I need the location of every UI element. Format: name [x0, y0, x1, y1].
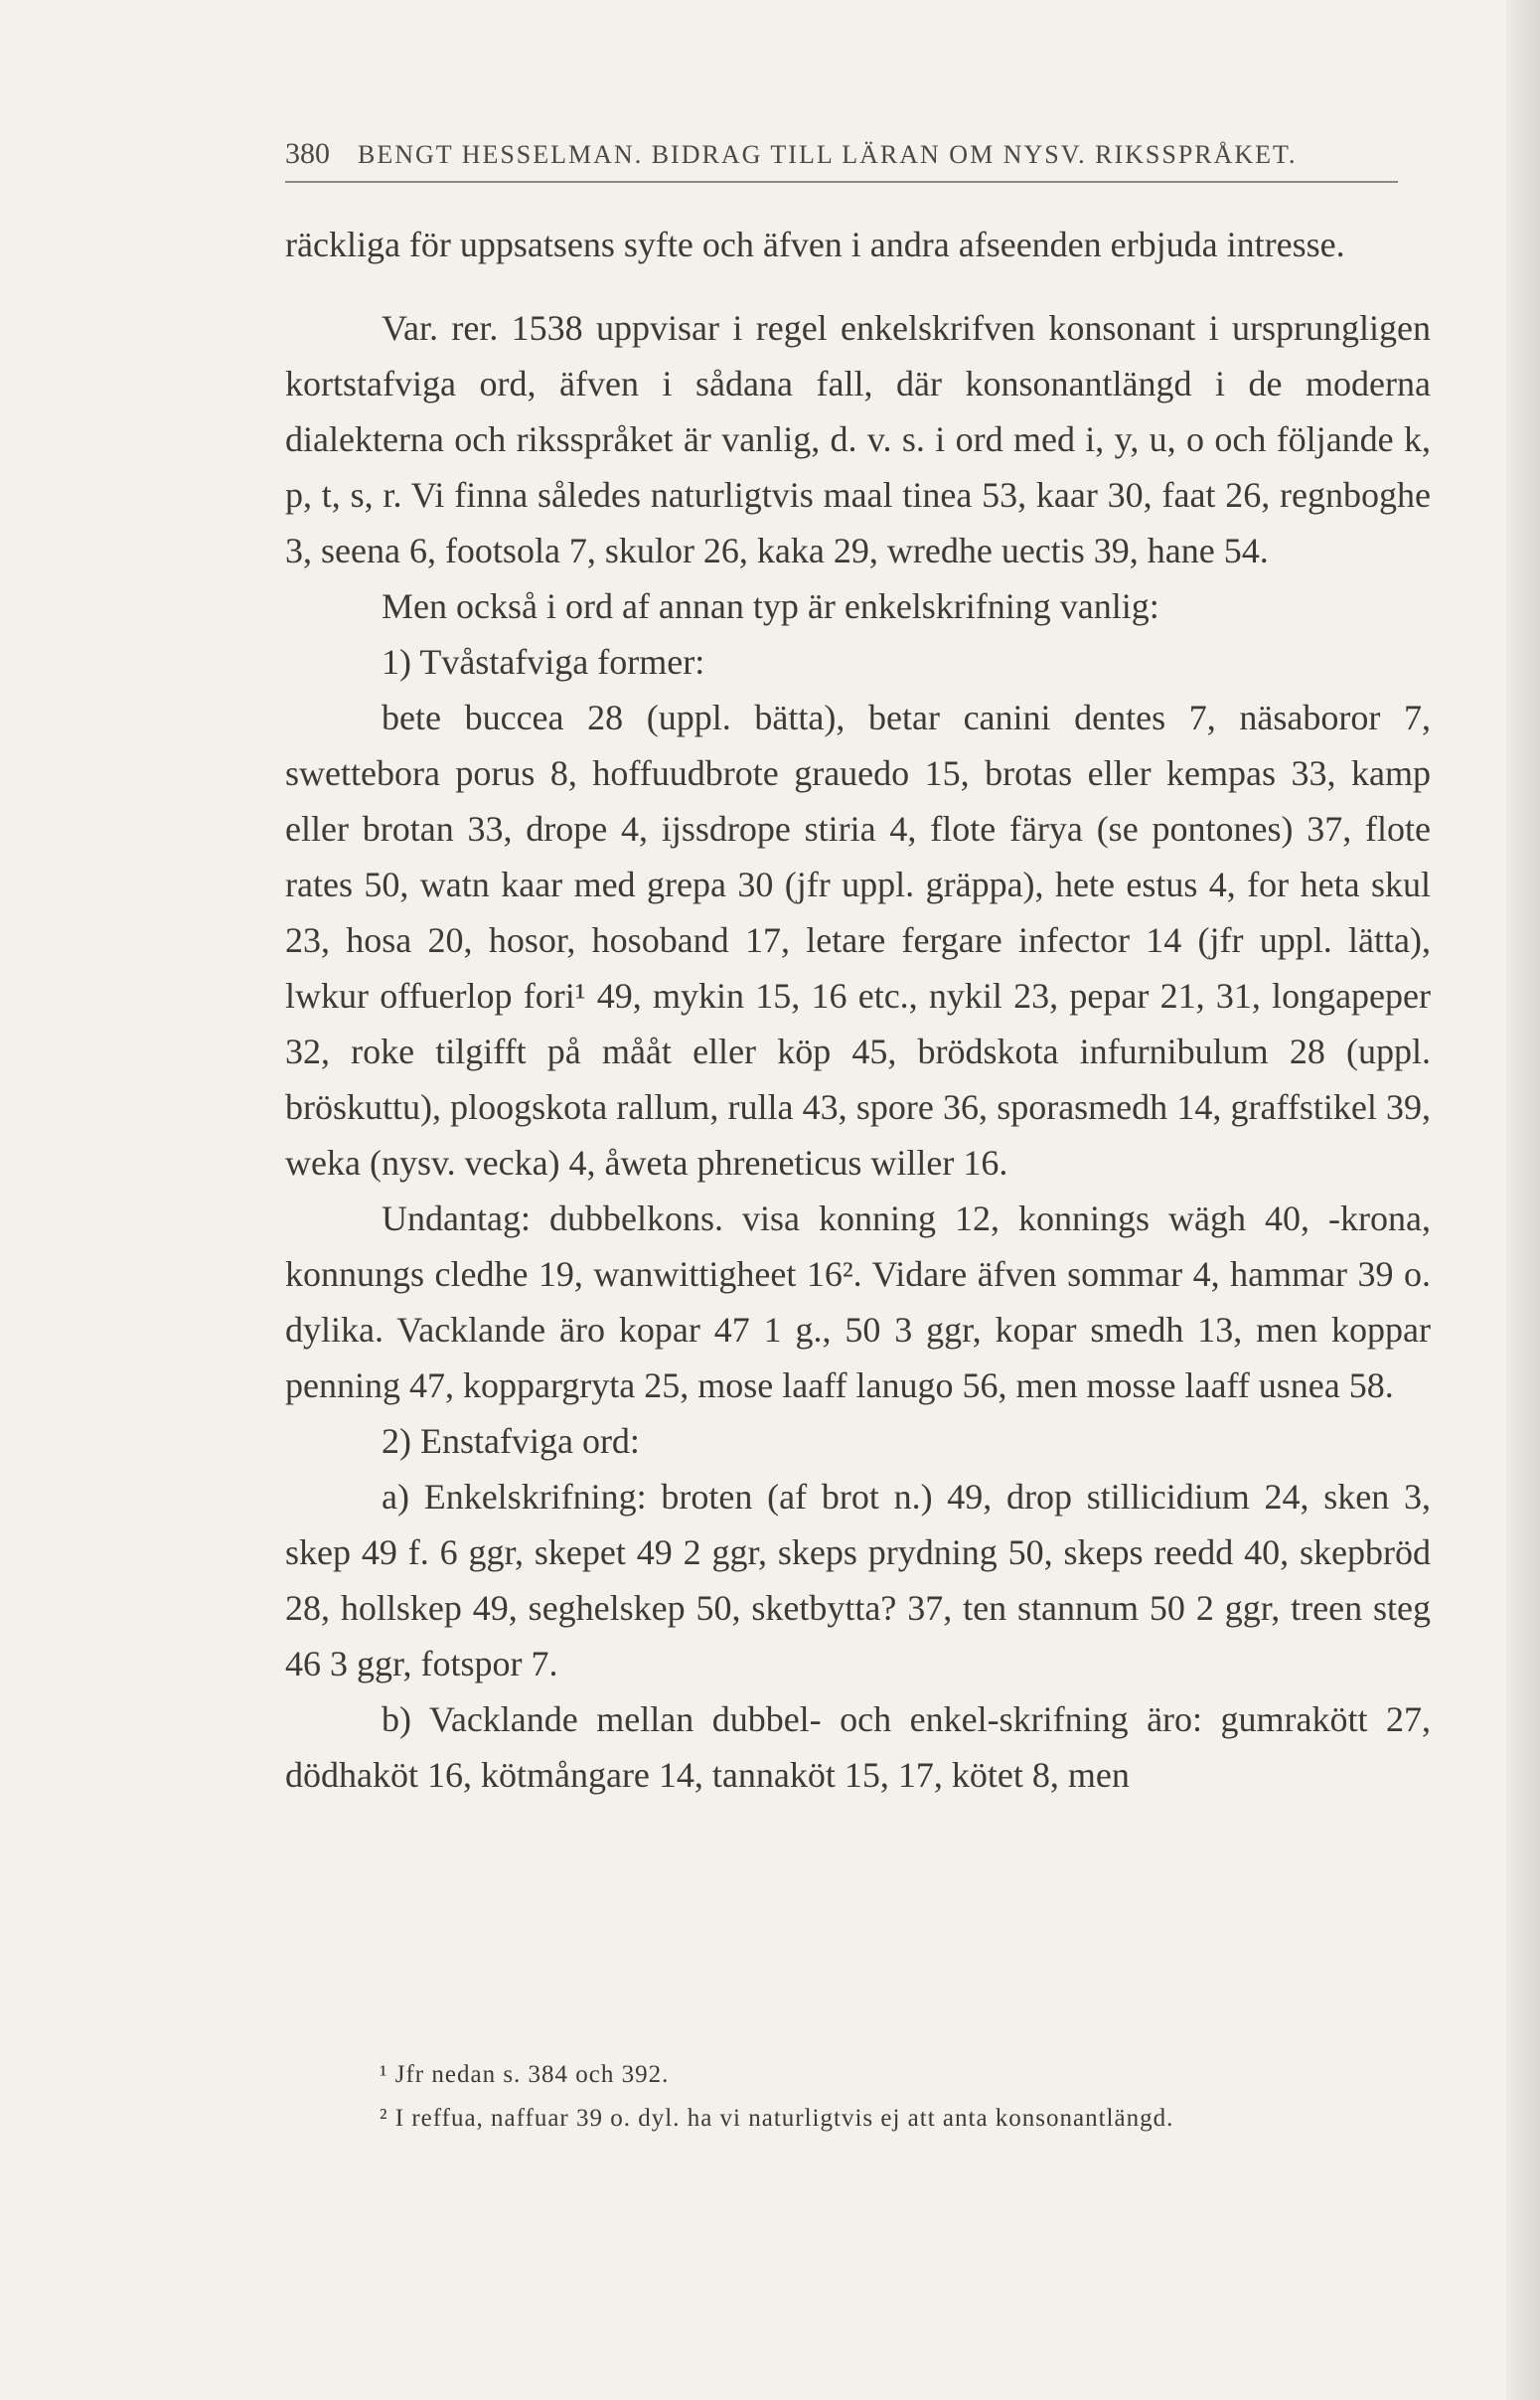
- page-edge: [1506, 0, 1540, 2400]
- running-header: [285, 137, 1398, 183]
- paragraph: bete buccea 28 (uppl. bätta), betar canini dentes 7, näsaboror 7, swettebora porus 8, hoffuudbrote grauedo 15, brotas eller kempas 33, kamp eller brotan 33, drope 4, ijssdrope stiria 4, flote färya (se pontones) 37, flote rates 50, watn kaar med grepa 30 (jfr uppl. gräppa), hete estus 4, for heta skul 23, hosa 20, hosor, hosoband 17, letare fergare infector 14 (jfr uppl. lätta), lwkur offuerlop fori¹ 49, mykin 15, 16 etc., nykil 23, pepar 21, 31, longapeper 32, roke tilgifft på mååt eller köp 45, brödskota infurnibulum 28 (uppl. bröskuttu), ploogskota rallum, rulla 43, spore 36, sporasmedh 14, graffstikel 39, weka (nysv. vecka) 4, åweta phreneticus willer 16.: [285, 698, 1431, 1183]
- body-text: [285, 217, 1431, 1803]
- footnotes: [380, 2053, 1423, 2141]
- footnote: ² I reffua, naffuar 39 o. dyl. ha vi naturligtvis ej att anta konsonantlängd.: [380, 2105, 1174, 2132]
- paragraph: a) Enkelskrifning: broten (af brot n.) 49, drop stillicidium 24, sken 3, skep 49 f. 6 ggr, skepet 49 2 ggr, skeps prydning 50, skeps reedd 40, skepbröd 28, hollskep 49, seghelskep 50, sketbytta? 37, ten stannum 50 2 ggr, treen steg 46 3 ggr, fotspor 7.: [285, 1477, 1431, 1683]
- paragraph: b) Vacklande mellan dubbel- och enkel-skrifning äro: gumrakött 27, dödhaköt 16, kötmångare 14, tannaköt 15, 17, kötet 8, men: [285, 1699, 1431, 1795]
- paragraph: Var. rer. 1538 uppvisar i regel enkelskrifven konsonant i ursprungligen kortstafviga ord, äfven i sådana fall, där konsonantlängd i de moderna dialekterna och riksspråket är vanlig, d. v. s. i ord med i, y, u, o och följande k, p, t, s, r. Vi finna således naturligtvis maal tinea 53, kaar 30, faat 26, regnboghe 3, seena 6, footsola 7, skulor 26, kaka 29, wredhe uectis 39, hane 54.: [285, 308, 1431, 570]
- running-title: BENGT HESSELMAN. BIDRAG TILL LÄRAN OM NYSV. RIKSSPRÅKET.: [358, 140, 1298, 169]
- section-heading: 2) Enstafviga ord:: [382, 1421, 640, 1461]
- paragraph: Undantag: dubbelkons. visa konning 12, konnings wägh 40, -krona, konnungs cledhe 19, wanwittigheet 16². Vidare äfven sommar 4, hammar 39 o. dylika. Vacklande äro kopar 47 1 g., 50 3 ggr, kopar smedh 13, men koppar penning 47, koppargryta 25, mose laaff lanugo 56, men mosse laaff usnea 58.: [285, 1199, 1431, 1405]
- section-heading: 1) Tvåstafviga former:: [382, 642, 705, 682]
- paragraph: räckliga för uppsatsens syfte och äfven i andra afseenden erbjuda intresse.: [285, 225, 1345, 264]
- footnote: ¹ Jfr nedan s. 384 och 392.: [380, 2061, 670, 2088]
- paragraph: Men också i ord af annan typ är enkelskrifning vanlig:: [382, 586, 1159, 626]
- page-number: 380: [285, 137, 330, 170]
